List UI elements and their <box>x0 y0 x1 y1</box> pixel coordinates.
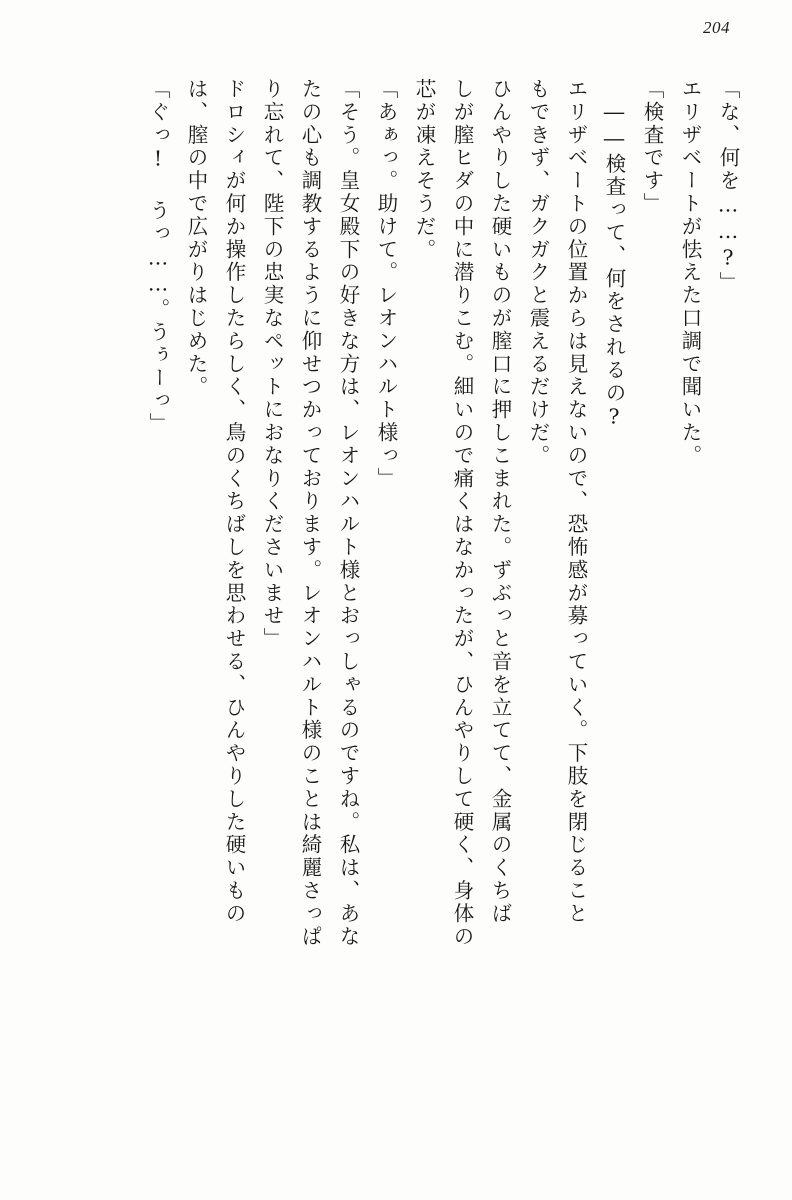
text-column: り忘れて、陛下の忠実なペットにおなりくださいませ」 <box>260 78 284 651</box>
text-column: エリザベートが怯えた口調で聞いた。 <box>678 78 702 468</box>
vertical-text-block <box>54 78 738 1160</box>
text-column: エリザベートの位置からは見えないので、恐怖感が募っていく。下肢を閉じること <box>564 78 588 926</box>
text-column: 「そう。皇女殿下の好きな方は、レオンハルト様とおっしゃるのですね。私は、あな <box>336 78 360 949</box>
text-column: 「あぁっ。助けて。レオンハルト様っ」 <box>374 78 398 491</box>
text-column: ひんやりした硬いものが膣口に押しこまれた。ずぶっと音を立てて、金属のくちば <box>488 78 512 926</box>
text-column: 「検査です」 <box>640 78 664 216</box>
text-column: もできず、ガクガクと震えるだけだ。 <box>526 78 550 468</box>
text-column: 「ぐっ! うっ……。うぅーっ」 <box>146 78 170 436</box>
page-number: 204 <box>703 18 730 37</box>
text-column: しが膣ヒダの中に潜りこむ。細いので痛くはなかったが、ひんやりして硬く、身体の <box>450 78 474 949</box>
text-column: は、膣の中で広がりはじめた。 <box>184 78 208 399</box>
text-column: ドロシィが何か操作したらしく、鳥のくちばしを思わせる、ひんやりした硬いもの <box>222 78 246 926</box>
text-column: たの心も調教するように仰せつかっております。レオンハルト様のことは綺麗さっぱ <box>298 78 322 949</box>
text-column: 「な、何を……?」 <box>716 78 740 295</box>
text-column: ――検査って、何をされるの? <box>602 100 626 432</box>
text-column: 芯が凍えそうだ。 <box>412 78 436 262</box>
